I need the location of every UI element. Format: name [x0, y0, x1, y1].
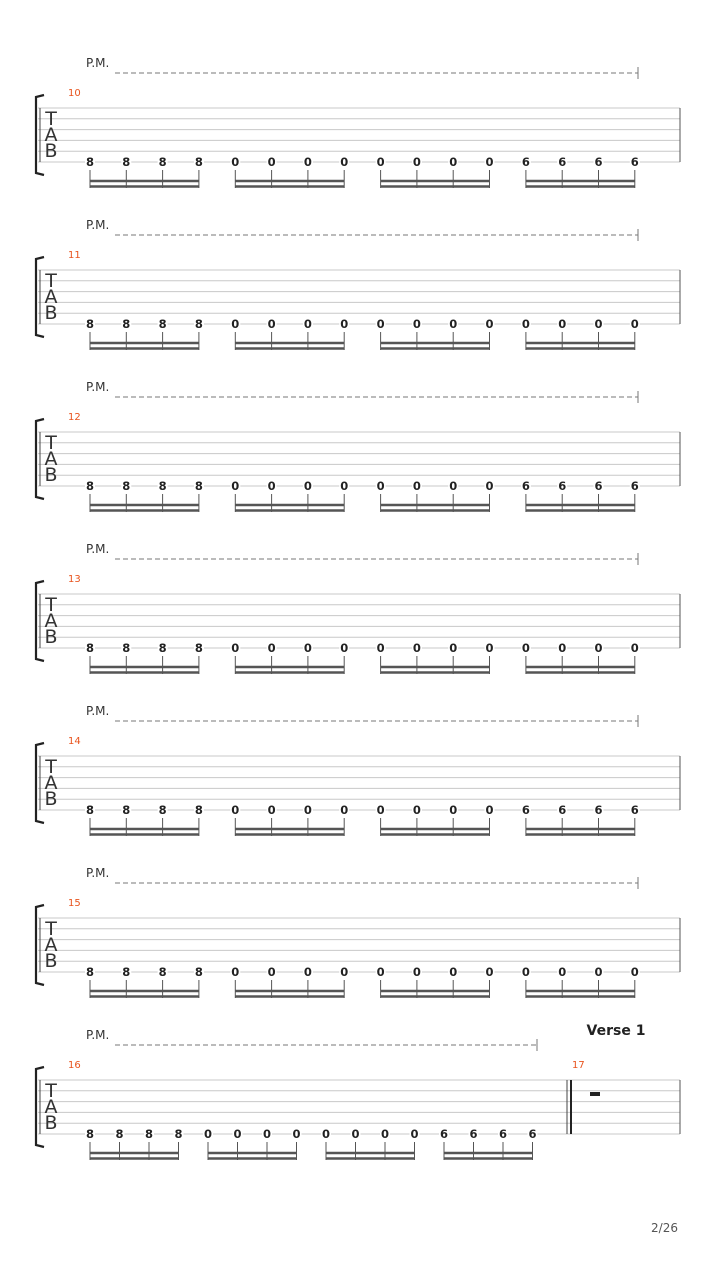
tab-note: 0 [558, 965, 567, 979]
tab-note: 0 [594, 317, 603, 331]
tab-note: 0 [412, 641, 421, 655]
tab-note: 0 [630, 965, 639, 979]
tab-note: 6 [594, 803, 603, 817]
tab-system-11 [36, 218, 680, 350]
tab-note: 0 [558, 317, 567, 331]
tab-note: 6 [630, 155, 639, 169]
bar-number: 14 [68, 736, 81, 747]
tab-system-13 [36, 542, 680, 674]
tab-note: 8 [85, 1127, 95, 1141]
tab-note: 6 [558, 803, 567, 817]
palm-mute-label: P.M. [86, 380, 110, 394]
tab-note: 0 [231, 155, 240, 169]
tab-note: 0 [321, 1127, 331, 1141]
tab-note: 0 [449, 641, 458, 655]
tab-note: 0 [340, 479, 349, 493]
tab-note: 0 [558, 641, 567, 655]
tab-note: 0 [630, 641, 639, 655]
tab-note: 8 [85, 479, 95, 493]
tab-note: 0 [630, 317, 639, 331]
tab-note: 0 [449, 803, 458, 817]
tab-note: 6 [558, 155, 567, 169]
tab-note: 8 [144, 1127, 154, 1141]
tab-note: 0 [449, 317, 458, 331]
palm-mute-label: P.M. [86, 704, 110, 718]
tab-note: 8 [122, 479, 131, 493]
tab-note: 0 [203, 1127, 213, 1141]
tab-note: 8 [158, 641, 167, 655]
tab-note: 0 [412, 155, 421, 169]
tab-note: 0 [231, 641, 240, 655]
tab-note: 0 [231, 479, 240, 493]
tab-note: 6 [521, 479, 530, 493]
tab-note: 0 [380, 1127, 390, 1141]
tab-note: 0 [267, 641, 276, 655]
tab-note: 8 [115, 1127, 124, 1141]
tab-note: 0 [521, 641, 530, 655]
tab-note: 6 [521, 803, 530, 817]
tab-note: 8 [158, 803, 167, 817]
tab-note: 0 [340, 317, 349, 331]
tab-letter-b: B [44, 950, 58, 972]
tab-note: 0 [303, 965, 312, 979]
tab-note: 6 [521, 155, 530, 169]
tab-note: 0 [412, 965, 421, 979]
tab-letter-b: B [44, 1112, 58, 1134]
palm-mute-label: P.M. [86, 542, 110, 556]
tab-note: 8 [122, 155, 131, 169]
tab-note: 8 [85, 803, 95, 817]
tab-note: 0 [231, 317, 240, 331]
tab-note: 0 [485, 965, 494, 979]
tab-note: 0 [376, 641, 385, 655]
tab-note: 0 [267, 965, 276, 979]
section-label: Verse 1 [586, 1023, 646, 1039]
tab-note: 0 [376, 479, 385, 493]
tab-note: 0 [340, 641, 349, 655]
tab-note: 0 [376, 155, 385, 169]
tab-note: 8 [194, 155, 203, 169]
tab-note: 0 [485, 155, 494, 169]
bar-number-next: 17 [572, 1060, 585, 1071]
tab-note: 0 [521, 965, 530, 979]
tab-letter-b: B [44, 788, 58, 810]
tab-letter-t: T [45, 918, 57, 940]
bar-number: 16 [68, 1060, 81, 1071]
tab-note: 0 [231, 965, 240, 979]
bar-number: 13 [68, 574, 81, 585]
tab-note: 6 [528, 1127, 537, 1141]
bar-number: 15 [68, 898, 81, 909]
tab-note: 0 [449, 155, 458, 169]
tab-note: 8 [122, 317, 131, 331]
tab-note: 0 [340, 155, 349, 169]
bar-number: 12 [68, 412, 81, 423]
tab-note: 0 [485, 479, 494, 493]
tab-note: 0 [376, 317, 385, 331]
tab-note: 8 [174, 1127, 183, 1141]
tab-note: 0 [267, 317, 276, 331]
tab-note: 0 [412, 317, 421, 331]
tab-note: 8 [85, 155, 95, 169]
tab-note: 6 [439, 1127, 449, 1141]
tab-note: 8 [122, 965, 131, 979]
tab-note: 8 [194, 641, 203, 655]
tab-note: 0 [485, 641, 494, 655]
tab-note: 0 [351, 1127, 360, 1141]
tab-note: 8 [158, 155, 167, 169]
tab-note: 0 [303, 641, 312, 655]
palm-mute-label: P.M. [86, 866, 110, 880]
tab-note: 6 [594, 479, 603, 493]
tab-note: 0 [376, 803, 385, 817]
tab-note: 8 [85, 641, 95, 655]
bar-number: 11 [68, 250, 81, 261]
tab-system-14 [36, 704, 680, 836]
tab-letter-b: B [44, 464, 58, 486]
tab-letter-a: A [44, 610, 58, 632]
tab-note: 0 [303, 155, 312, 169]
tab-note: 0 [262, 1127, 272, 1141]
tab-note: 8 [158, 965, 167, 979]
tab-letter-a: A [44, 124, 58, 146]
tab-letter-t: T [45, 594, 57, 616]
tab-note: 0 [521, 317, 530, 331]
tab-note: 8 [158, 317, 167, 331]
tab-note: 6 [558, 479, 567, 493]
tab-letter-b: B [44, 626, 58, 648]
tab-note: 6 [594, 155, 603, 169]
tab-system-15 [36, 866, 680, 998]
tab-note: 8 [85, 965, 95, 979]
tab-letter-a: A [44, 1096, 58, 1118]
tab-note: 0 [485, 803, 494, 817]
tab-note: 8 [122, 641, 131, 655]
tab-letter-t: T [45, 108, 57, 130]
tab-note: 0 [267, 803, 276, 817]
page-number: 2/26 [651, 1221, 678, 1235]
tab-note: 8 [85, 317, 95, 331]
palm-mute-label: P.M. [86, 56, 110, 70]
tab-letter-a: A [44, 772, 58, 794]
tab-note: 0 [231, 803, 240, 817]
tab-letter-t: T [45, 270, 57, 292]
tab-letter-a: A [44, 934, 58, 956]
tab-letter-t: T [45, 1080, 57, 1102]
tab-note: 0 [303, 317, 312, 331]
tab-letter-t: T [45, 432, 57, 454]
tab-letter-t: T [45, 756, 57, 778]
tab-system-12 [36, 380, 680, 512]
tab-note: 0 [412, 479, 421, 493]
tab-note: 8 [194, 965, 203, 979]
tab-note: 0 [485, 317, 494, 331]
tab-letter-a: A [44, 448, 58, 470]
tab-note: 8 [194, 479, 203, 493]
tab-note: 0 [449, 479, 458, 493]
tab-note: 6 [498, 1127, 508, 1141]
palm-mute-label: P.M. [86, 218, 110, 232]
tab-note: 8 [122, 803, 131, 817]
tab-note: 8 [194, 803, 203, 817]
tab-letter-b: B [44, 302, 58, 324]
tab-note: 0 [267, 479, 276, 493]
tab-note: 0 [594, 965, 603, 979]
tab-note: 0 [267, 155, 276, 169]
tab-note: 6 [630, 803, 639, 817]
tab-note: 6 [469, 1127, 478, 1141]
tab-note: 0 [340, 803, 349, 817]
palm-mute-label: P.M. [86, 1028, 110, 1042]
tab-letter-b: B [44, 140, 58, 162]
tab-note: 0 [412, 803, 421, 817]
tab-note: 6 [630, 479, 639, 493]
tab-note: 0 [594, 641, 603, 655]
tab-note: 0 [340, 965, 349, 979]
whole-rest [590, 1092, 600, 1096]
bar-number: 10 [68, 88, 81, 99]
tab-note: 0 [292, 1127, 301, 1141]
tab-note: 0 [303, 479, 312, 493]
tab-note: 0 [233, 1127, 242, 1141]
tab-note: 0 [410, 1127, 419, 1141]
tab-note: 0 [449, 965, 458, 979]
tab-note: 8 [158, 479, 167, 493]
tab-letter-a: A [44, 286, 58, 308]
tab-note: 8 [194, 317, 203, 331]
tab-system-10 [36, 56, 680, 188]
tab-note: 0 [376, 965, 385, 979]
tab-system-16 [36, 1023, 680, 1160]
tab-note: 0 [303, 803, 312, 817]
